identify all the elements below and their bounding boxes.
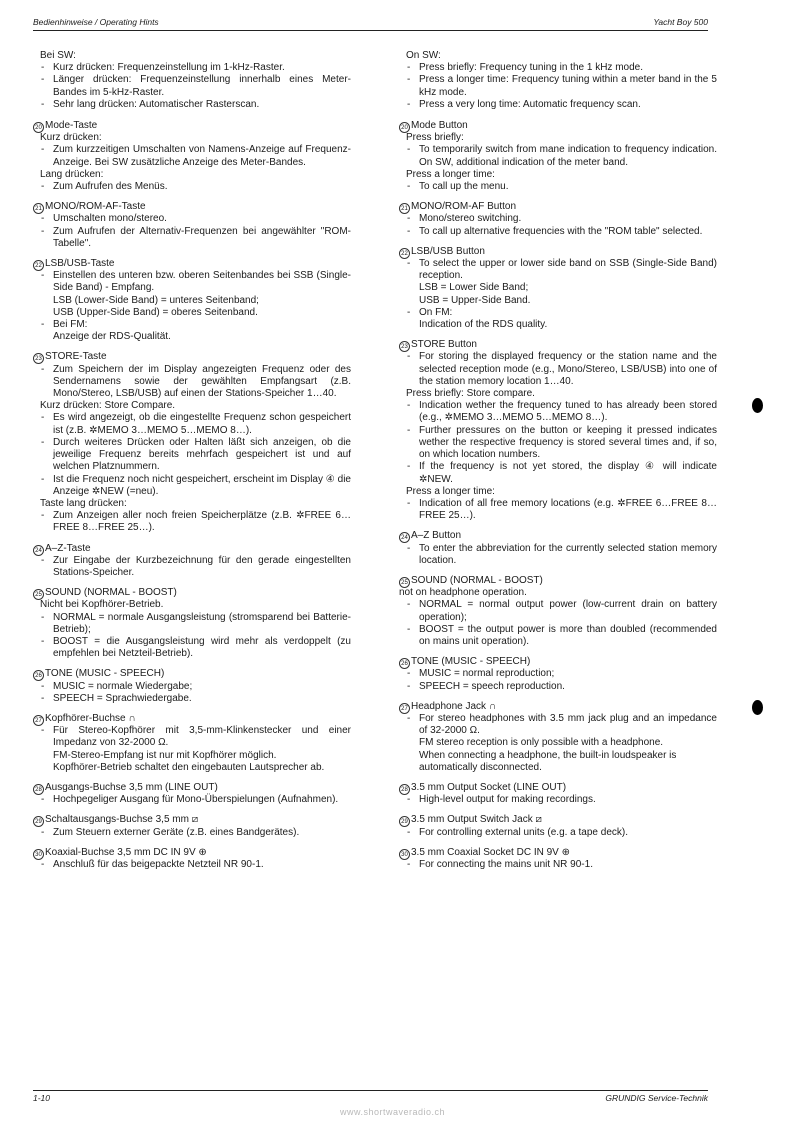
section-title: A–Z Button	[411, 530, 462, 542]
list-item: - Press a longer time: Frequency tuning within a meter band in the 5 kHz mode.	[399, 74, 717, 98]
list-item: - Zum Aufrufen des Menüs.	[33, 181, 351, 193]
circled-number: 24	[399, 532, 410, 543]
circled-number: 28	[33, 784, 44, 795]
list-item: - For stereo headphones with 3.5 mm jack plug and an impedance of 32-2000 Ω.	[399, 713, 717, 737]
list-item: - Einstellen des unteren bzw. oberen Seitenbandes bei SSB (Single-Side Band) - Empfang.	[33, 270, 351, 294]
section-28-en	[399, 782, 717, 806]
list-item: - Zum Steuern externer Geräte (z.B. eines Bandgerätes).	[33, 827, 351, 839]
list-item: - Further pressures on the button or keeping it pressed indicates wether the respective frequency is stored several times and, if so, on which location numbers.	[399, 425, 717, 462]
list-item: - Press a very long time: Automatic frequency scan.	[399, 99, 717, 111]
section-title: 3.5 mm Coaxial Socket DC IN 9V ⊕	[411, 846, 570, 858]
circled-number: 29	[399, 816, 410, 827]
section-title: TONE (MUSIC - SPEECH)	[411, 656, 531, 668]
section-title: Headphone Jack ∩	[411, 700, 497, 712]
sub-line: USB (Upper-Side Band) = oberes Seitenband.	[53, 306, 258, 318]
section-title: Mode Button	[411, 120, 468, 132]
label: Kurz drücken:	[40, 132, 102, 144]
section-title: Schaltausgangs-Buchse 3,5 mm ⧄	[45, 814, 199, 826]
section-title: STORE Button	[411, 339, 477, 351]
section-title: MONO/ROM-AF-Taste	[45, 201, 146, 213]
circled-number: 22	[33, 260, 44, 271]
intro-title: On SW:	[406, 50, 441, 61]
list-item: - Bei FM:	[33, 319, 351, 331]
section-20-de	[33, 120, 351, 193]
sub-line: FM stereo reception is only possible with a headphone.	[419, 737, 664, 749]
watermark: www.shortwaveradio.ch	[339, 1107, 446, 1117]
list-item: - Press briefly: Frequency tuning in the 1 kHz mode.	[399, 62, 717, 74]
punch-hole-mark	[752, 398, 763, 413]
label: not on headphone operation.	[399, 587, 527, 599]
circled-number: 28	[399, 784, 410, 795]
circled-number: 22	[399, 248, 410, 259]
circled-number: 20	[33, 122, 44, 133]
section-title: MONO/ROM-AF Button	[411, 201, 517, 213]
list-item: - Anschluß für das beigepackte Netzteil NR 90-1.	[33, 859, 351, 871]
list-item: - MUSIC = normal reproduction;	[399, 668, 717, 680]
list-item: - Sehr lang drücken: Automatischer Rasterscan.	[33, 99, 351, 111]
list-item: - Durch weiteres Drücken oder Halten läßt sich anzeigen, ob die jeweilige Frequenz bereits mehrfach gespeichert ist und auf welchen Platznummern.	[33, 437, 351, 474]
section-title: SOUND (NORMAL - BOOST)	[411, 574, 543, 586]
list-item: - To temporarily switch from mane indication to frequency indication. On SW, additional indication of the meter band.	[399, 144, 717, 168]
list-item: - BOOST = die Ausgangsleistung wird mehr als verdoppelt (zu empfehlen bei Netzteil-Betrieb).	[33, 636, 351, 660]
list-item: - Es wird angezeigt, ob die eingestellte Frequenz schon gespeichert ist (z.B. ✲MEMO 3…MEMO 5…MEMO 8…).	[33, 412, 351, 436]
section-30-en	[399, 847, 717, 871]
circled-number: 26	[33, 670, 44, 681]
sub-line: LSB = Lower Side Band;	[419, 282, 529, 294]
sub-line: Indication of the RDS quality.	[419, 319, 548, 331]
section-25-de	[33, 587, 351, 660]
label: Lang drücken:	[40, 168, 104, 180]
list-item: - To select the upper or lower side band on SSB (Single-Side Band) reception.	[399, 258, 717, 282]
list-item: - Zur Eingabe der Kurzbezeichnung für den gerade eingestellten Stations-Speicher.	[33, 555, 351, 579]
list-item: - If the frequency is not yet stored, the display ④ will indicate ✲NEW.	[399, 461, 717, 485]
label: Press briefly:	[406, 132, 464, 144]
column-german	[33, 50, 351, 879]
list-item: - BOOST = the output power is more than doubled (recommended on mains unit operation).	[399, 624, 717, 648]
circled-number: 23	[399, 341, 410, 352]
circled-number: 30	[399, 849, 410, 860]
section-21-en	[399, 201, 717, 238]
label: Press a longer time:	[406, 485, 495, 497]
section-22-en	[399, 246, 717, 331]
label: Nicht bei Kopfhörer-Betrieb.	[40, 599, 164, 611]
section-title: LSB/USB Button	[411, 245, 485, 257]
list-item: - On FM:	[399, 307, 717, 319]
section-30-de	[33, 847, 351, 871]
list-item: - NORMAL = normal output power (low-current drain on battery operation);	[399, 599, 717, 623]
circled-number: 27	[33, 715, 44, 726]
section-27-de	[33, 713, 351, 774]
section-28-de	[33, 782, 351, 806]
header-rule	[33, 30, 708, 31]
list-item: - Zum Aufrufen der Alternativ-Frequenzen bei angewählter "ROM-Tabelle".	[33, 226, 351, 250]
list-item: - Indication wether the frequency tuned to has already been stored (e.g., ✲MEMO 3…MEMO 5…MEMO 8…).	[399, 400, 717, 424]
list-item: - MUSIC = normale Wiedergabe;	[33, 681, 351, 693]
circled-number: 20	[399, 122, 410, 133]
section-intro-en	[399, 50, 717, 111]
circled-number: 21	[33, 203, 44, 214]
section-23-en	[399, 339, 717, 522]
section-20-en	[399, 120, 717, 193]
circled-number: 27	[399, 703, 410, 714]
section-title: STORE-Taste	[45, 351, 107, 363]
sub-line: USB = Upper-Side Band.	[419, 294, 531, 306]
label: Taste lang drücken:	[40, 497, 127, 509]
punch-hole-mark	[752, 700, 763, 715]
list-item: - To enter the abbreviation for the currently selected station memory location.	[399, 543, 717, 567]
list-item: - SPEECH = speech reproduction.	[399, 681, 717, 693]
section-title: TONE (MUSIC - SPEECH)	[45, 668, 165, 680]
section-27-en	[399, 701, 717, 774]
section-22-de	[33, 258, 351, 343]
list-item: - To call up the menu.	[399, 181, 717, 193]
section-25-en	[399, 575, 717, 648]
list-item: - For controlling external units (e.g. a tape deck).	[399, 827, 717, 839]
section-title: Mode-Taste	[45, 120, 98, 132]
section-23-de	[33, 351, 351, 534]
section-title: Ausgangs-Buchse 3,5 mm (LINE OUT)	[45, 781, 218, 793]
label: Press briefly: Store compare.	[406, 388, 535, 400]
column-english	[399, 50, 717, 879]
sub-line: Anzeige der RDS-Qualität.	[53, 331, 171, 343]
section-title: 3.5 mm Output Socket (LINE OUT)	[411, 781, 567, 793]
list-item: - For storing the displayed frequency or the station name and the selected reception mode (e.g., Mono/Stereo, LSB/USB) into one of the station memory location 1…40.	[399, 351, 717, 388]
section-24-de	[33, 543, 351, 580]
sub-line: LSB (Lower-Side Band) = unteres Seitenband;	[53, 294, 259, 306]
list-item: - NORMAL = normale Ausgangsleistung (stromsparend bei Batterie-Betrieb);	[33, 612, 351, 636]
section-intro-de	[33, 50, 351, 111]
page-number: 1-10	[33, 1093, 51, 1103]
section-24-en	[399, 530, 717, 567]
section-title: 3.5 mm Output Switch Jack ⧄	[411, 814, 542, 826]
list-item: - Zum Speichern der im Display angezeigten Frequenz oder des Sendernamens sowie der gewählten Empfangsart (z.B. Mono/Stereo, LSB/USB) auf einen der Stations-Speicher 1…40.	[33, 364, 351, 401]
circled-number: 23	[33, 353, 44, 364]
circled-number: 26	[399, 658, 410, 669]
section-title: SOUND (NORMAL - BOOST)	[45, 587, 177, 599]
label: Press a longer time:	[406, 168, 495, 180]
list-item: - Zum Anzeigen aller noch freien Speicherplätze (z.B. ✲FREE 6…FREE 8…FREE 25…).	[33, 510, 351, 534]
section-26-en	[399, 656, 717, 693]
list-item: - Mono/stereo switching.	[399, 213, 717, 225]
circled-number: 25	[399, 577, 410, 588]
sub-line: Kopfhörer-Betrieb schaltet den eingebauten Lautsprecher ab.	[53, 761, 325, 773]
circled-number: 25	[33, 589, 44, 600]
footer-rule	[33, 1090, 708, 1091]
intro-title: Bei SW:	[40, 50, 76, 61]
list-item: - For connecting the mains unit NR 90-1.	[399, 859, 717, 871]
list-item: - Umschalten mono/stereo.	[33, 213, 351, 225]
sub-line: FM-Stereo-Empfang ist nur mit Kopfhörer möglich.	[53, 749, 277, 761]
footer-publisher: GRUNDIG Service-Technik	[605, 1093, 708, 1103]
section-title: Koaxial-Buchse 3,5 mm DC IN 9V ⊕	[45, 846, 207, 858]
circled-number: 24	[33, 545, 44, 556]
sub-line: When connecting a headphone, the built-in loudspeaker is automatically disconnected.	[419, 749, 677, 773]
section-26-de	[33, 668, 351, 705]
circled-number: 29	[33, 816, 44, 827]
list-item: - High-level output for making recordings.	[399, 794, 717, 806]
circled-number: 21	[399, 203, 410, 214]
list-item: - Für Stereo-Kopfhörer mit 3,5-mm-Klinkenstecker und einer Impedanz von 32-2000 Ω.	[33, 725, 351, 749]
section-title: A–Z-Taste	[45, 542, 91, 554]
list-item: - To call up alternative frequencies with the "ROM table" selected.	[399, 226, 717, 238]
section-title: LSB/USB-Taste	[45, 258, 115, 270]
section-29-de	[33, 814, 351, 838]
list-item: - SPEECH = Sprachwiedergabe.	[33, 693, 351, 705]
header-left: Bedienhinweise / Operating Hints	[33, 17, 159, 27]
list-item: - Ist die Frequenz noch nicht gespeichert, erscheint im Display ④ die Anzeige ✲NEW (=neu).	[33, 474, 351, 498]
list-item: - Länger drücken: Frequenzeinstellung innerhalb eines Meter-Bandes im 5-kHz-Raster.	[33, 74, 351, 98]
list-item: - Indication of all free memory locations (e.g. ✲FREE 6…FREE 8…FREE 25…).	[399, 498, 717, 522]
section-29-en	[399, 814, 717, 838]
list-item: - Kurz drücken: Frequenzeinstellung im 1-kHz-Raster.	[33, 62, 351, 74]
section-title: Kopfhörer-Buchse ∩	[45, 712, 136, 724]
header-right: Yacht Boy 500	[653, 17, 708, 27]
list-item: - Hochpegeliger Ausgang für Mono-Überspielungen (Aufnahmen).	[33, 794, 351, 806]
circled-number: 30	[33, 849, 44, 860]
label: Kurz drücken: Store Compare.	[40, 400, 176, 412]
section-21-de	[33, 201, 351, 250]
list-item: - Zum kurzzeitigen Umschalten von Namens-Anzeige auf Frequenz-Anzeige. Bei SW zusätzliche Anzeige des Meter-Bandes.	[33, 144, 351, 168]
